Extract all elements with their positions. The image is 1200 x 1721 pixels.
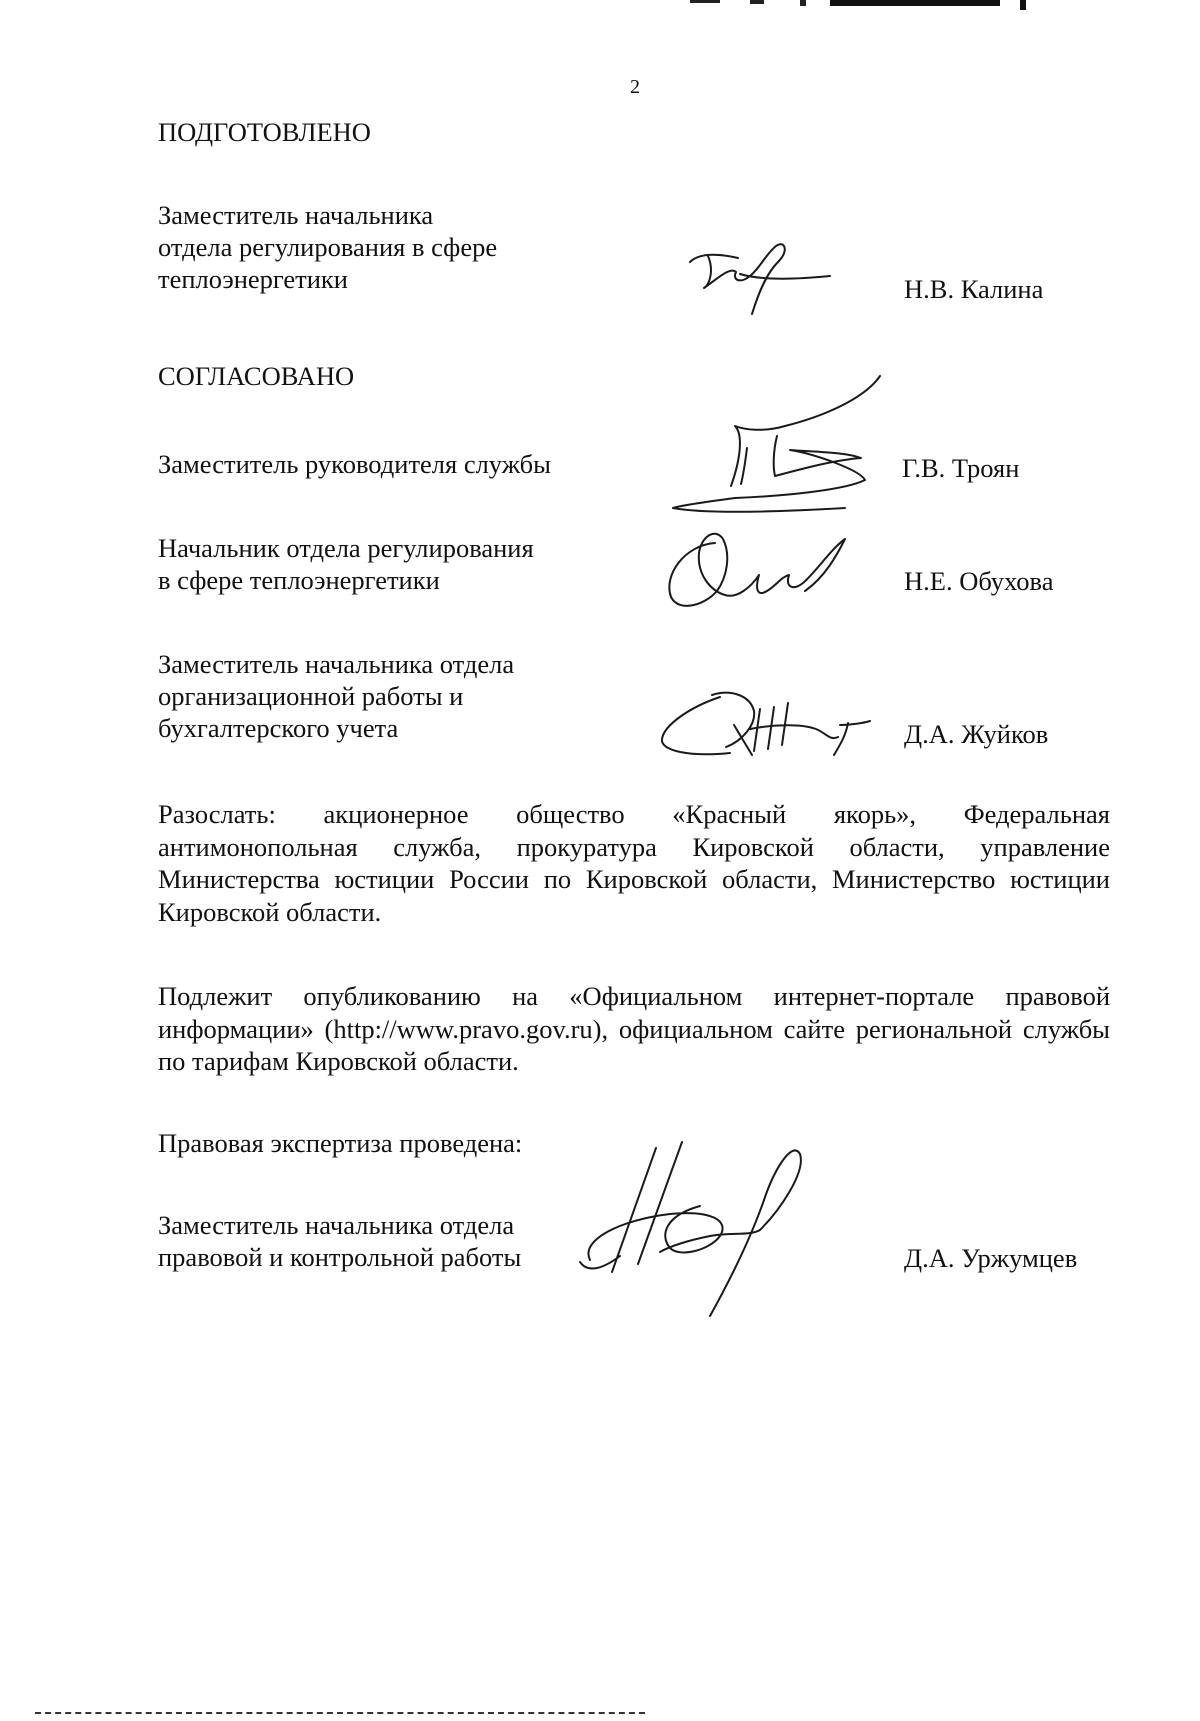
agreed-position-0 bbox=[158, 448, 551, 480]
position-line: теплоэнергетики bbox=[158, 264, 348, 294]
legal-review-intro: Правовая экспертиза проведена: bbox=[158, 1128, 523, 1158]
prepared-position bbox=[158, 199, 497, 295]
publication-paragraph: Подлежит опубликованию на «Официальном интернет-портале правовой информации» (http://www.pravo.gov.ru), официальном сайте региональной службы по тарифам Кировской области. bbox=[158, 981, 1110, 1076]
signer-name: Д.А. Уржумцев bbox=[904, 1243, 1078, 1273]
position-line: Начальник отдела регулирования bbox=[158, 533, 534, 563]
signer-name: Г.В. Троян bbox=[902, 453, 1020, 483]
position-line: Заместитель начальника bbox=[158, 200, 434, 230]
signature-kalina bbox=[680, 240, 860, 320]
signer-name: Н.В. Калина bbox=[904, 274, 1044, 304]
scan-top-marks bbox=[680, 0, 1100, 10]
agreed-heading: СОГЛАСОВАНО bbox=[158, 361, 355, 391]
position-line: Заместитель начальника отдела bbox=[158, 1210, 515, 1240]
position-line: Заместитель руководителя службы bbox=[158, 449, 551, 479]
page-number: 2 bbox=[630, 76, 640, 98]
signature-obukhova bbox=[655, 525, 855, 615]
signer-name: Н.Е. Обухова bbox=[904, 566, 1054, 596]
signature-urzhumtsev bbox=[560, 1140, 840, 1320]
signature-troyan bbox=[665, 368, 895, 518]
agreed-position-1 bbox=[158, 532, 534, 596]
distribution-paragraph: Разослать: акционерное общество «Красный якорь», Федеральная антимонопольная служба, прокуратура Кировской области, управление Министерства юстиции России по Кировской области, Министерство юстиции Кировской области. bbox=[158, 799, 1110, 927]
bottom-rule bbox=[35, 1712, 645, 1716]
position-line: отдела регулирования в сфере bbox=[158, 232, 498, 262]
position-line: Заместитель начальника отдела bbox=[158, 649, 515, 679]
position-line: в сфере теплоэнергетики bbox=[158, 565, 440, 595]
prepared-heading: ПОДГОТОВЛЕНО bbox=[158, 117, 371, 147]
signature-zhuykov bbox=[650, 685, 880, 765]
position-line: правовой и контрольной работы bbox=[158, 1242, 522, 1272]
agreed-position-2 bbox=[158, 648, 514, 744]
position-line: бухгалтерского учета bbox=[158, 713, 399, 743]
signer-name: Д.А. Жуйков bbox=[904, 719, 1049, 749]
position-line: организационной работы и bbox=[158, 681, 464, 711]
legal-review-position bbox=[158, 1209, 521, 1273]
